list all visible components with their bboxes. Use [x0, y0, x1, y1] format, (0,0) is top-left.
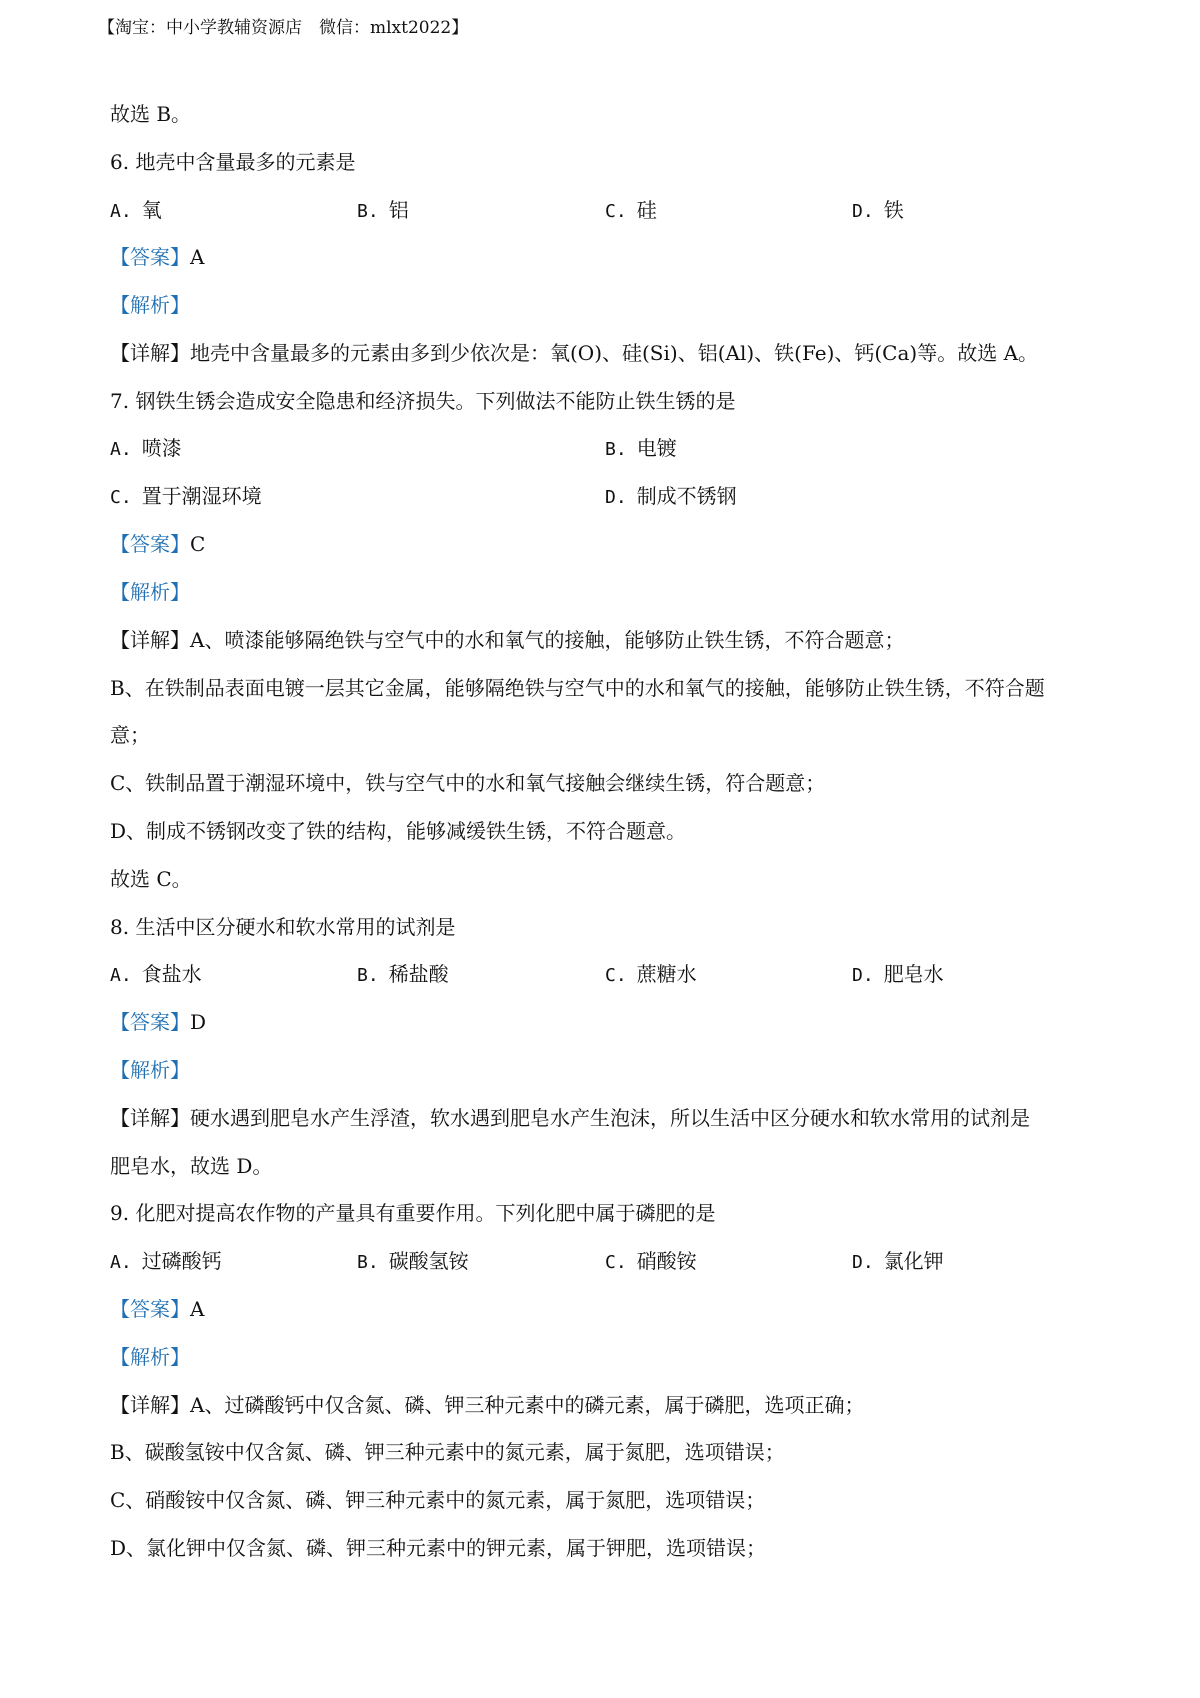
q7-option-b-letter: B. [605, 439, 627, 460]
q9-option-b-letter: B. [357, 1252, 379, 1273]
q7-option-d [605, 482, 737, 512]
q8-option-d-letter: D. [852, 965, 874, 986]
detail-label: 【详解】 [110, 1393, 190, 1417]
detail-label: 【详解】 [110, 1106, 190, 1130]
q6-stem: 6. 地壳中含量最多的元素是 [110, 150, 356, 174]
q7-detail-2b: 意； [110, 723, 150, 747]
q7-answer: C [190, 532, 206, 556]
q6-option-b [357, 196, 409, 226]
q8-option-c [605, 960, 697, 990]
q9-detail-1 [110, 1391, 864, 1419]
answer-label: 【答案】 [110, 245, 190, 269]
q9-option-b [357, 1247, 469, 1277]
q7-option-d-letter: D. [605, 487, 627, 508]
answer-label: 【答案】 [110, 1010, 190, 1034]
q7-analysis-label [110, 578, 190, 606]
q7-option-a-letter: A. [110, 439, 132, 460]
q6-option-d [852, 196, 904, 226]
q9-option-c-text: 硝酸铵 [636, 1249, 697, 1273]
q7-detail-3: C、铁制品置于潮湿环境中，铁与空气中的水和氧气接触会继续生锈，符合题意； [110, 771, 826, 795]
q7-stem: 7. 钢铁生锈会造成安全隐患和经济损失。下列做法不能防止铁生锈的是 [110, 389, 736, 413]
q6-detail-line [110, 339, 1038, 367]
q7-option-c-text: 置于潮湿环境 [141, 484, 262, 508]
detail-label: 【详解】 [110, 628, 190, 652]
q9-detail-4: D、氯化钾中仅含氮、磷、钾三种元素中的钾元素，属于钾肥，选项错误； [110, 1536, 767, 1560]
q7-option-c [110, 482, 262, 512]
q7-conclusion: 故选 C。 [110, 867, 192, 891]
q8-option-b [357, 960, 449, 990]
q5-conclusion: 故选 B。 [110, 102, 192, 126]
q8-stem: 8. 生活中区分硬水和软水常用的试剂是 [110, 915, 456, 939]
analysis-label: 【解析】 [110, 1058, 190, 1082]
q6-option-b-letter: B. [357, 201, 379, 222]
q6-option-a-text: 氧 [141, 198, 162, 222]
q9-option-b-text: 碳酸氢铵 [388, 1249, 469, 1273]
q7-detail-4: D、制成不锈钢改变了铁的结构，能够减缓铁生锈，不符合题意。 [110, 819, 687, 843]
q8-detail-2: 肥皂水，故选 D。 [110, 1154, 273, 1178]
q8-option-a [110, 960, 202, 990]
q8-option-b-letter: B. [357, 965, 379, 986]
q6-option-c-letter: C. [605, 201, 627, 222]
q8-detail-1 [110, 1104, 1030, 1132]
analysis-label: 【解析】 [110, 580, 190, 604]
q9-option-c-letter: C. [605, 1252, 627, 1273]
q6-answer-line [110, 243, 204, 271]
q9-answer: A [190, 1297, 205, 1321]
q6-option-a-letter: A. [110, 201, 132, 222]
q8-option-a-letter: A. [110, 965, 132, 986]
q7-detail-1-text: A、喷漆能够隔绝铁与空气中的水和氧气的接触，能够防止铁生锈，不符合题意； [190, 628, 905, 652]
watermark-header: 【淘宝：中小学教辅资源店 微信：mlxt2022】 [98, 18, 469, 38]
q9-detail-2: B、碳酸氢铵中仅含氮、磷、钾三种元素中的氮元素，属于氮肥，选项错误； [110, 1440, 785, 1464]
q6-answer: A [190, 245, 205, 269]
q6-option-d-letter: D. [852, 201, 874, 222]
q9-option-d-letter: D. [852, 1252, 874, 1273]
q7-option-a-text: 喷漆 [141, 436, 182, 460]
q8-option-c-text: 蔗糖水 [636, 962, 697, 986]
q9-stem: 9. 化肥对提高农作物的产量具有重要作用。下列化肥中属于磷肥的是 [110, 1201, 716, 1225]
q8-option-d [852, 960, 944, 990]
q8-option-a-text: 食盐水 [141, 962, 202, 986]
q9-option-a-letter: A. [110, 1252, 132, 1273]
q8-option-d-text: 肥皂水 [883, 962, 944, 986]
q6-detail: 地壳中含量最多的元素由多到少依次是：氧(O)、硅(Si)、铝(Al)、铁(Fe)、钙(Ca)等。故选 A。 [190, 341, 1039, 365]
q9-option-c [605, 1247, 697, 1277]
q9-analysis-label [110, 1343, 190, 1371]
answer-label: 【答案】 [110, 532, 190, 556]
q9-option-d [852, 1247, 944, 1277]
answer-label: 【答案】 [110, 1297, 190, 1321]
q6-option-a [110, 196, 162, 226]
detail-label: 【详解】 [110, 341, 190, 365]
q8-analysis-label [110, 1056, 190, 1084]
analysis-label: 【解析】 [110, 293, 190, 317]
q7-option-a [110, 434, 182, 464]
q6-option-c [605, 196, 657, 226]
q9-answer-line [110, 1295, 204, 1323]
q7-detail-1 [110, 626, 904, 654]
q9-option-a-text: 过磷酸钙 [141, 1249, 222, 1273]
q9-detail-3: C、硝酸铵中仅含氮、磷、钾三种元素中的氮元素，属于氮肥，选项错误； [110, 1488, 766, 1512]
analysis-label: 【解析】 [110, 1345, 190, 1369]
q6-analysis-label [110, 291, 190, 319]
q8-option-b-text: 稀盐酸 [388, 962, 449, 986]
q7-option-d-text: 制成不锈钢 [636, 484, 737, 508]
q7-detail-2a: B、在铁制品表面电镀一层其它金属，能够隔绝铁与空气中的水和氧气的接触，能够防止铁生锈，不符合题 [110, 676, 1045, 700]
q6-option-b-text: 铝 [388, 198, 409, 222]
q7-option-c-letter: C. [110, 487, 132, 508]
q6-option-d-text: 铁 [883, 198, 904, 222]
q7-answer-line [110, 530, 205, 558]
q8-answer-line [110, 1008, 206, 1036]
q9-detail-1-text: A、过磷酸钙中仅含氮、磷、钾三种元素中的磷元素，属于磷肥，选项正确； [190, 1393, 865, 1417]
q6-option-c-text: 硅 [636, 198, 657, 222]
q8-detail-1-text: 硬水遇到肥皂水产生浮渣，软水遇到肥皂水产生泡沫，所以生活中区分硬水和软水常用的试剂是 [190, 1106, 1030, 1130]
q8-option-c-letter: C. [605, 965, 627, 986]
q8-answer: D [190, 1010, 207, 1034]
q7-option-b-text: 电镀 [636, 436, 677, 460]
q9-option-a [110, 1247, 222, 1277]
q9-option-d-text: 氯化钾 [883, 1249, 944, 1273]
q7-option-b [605, 434, 677, 464]
